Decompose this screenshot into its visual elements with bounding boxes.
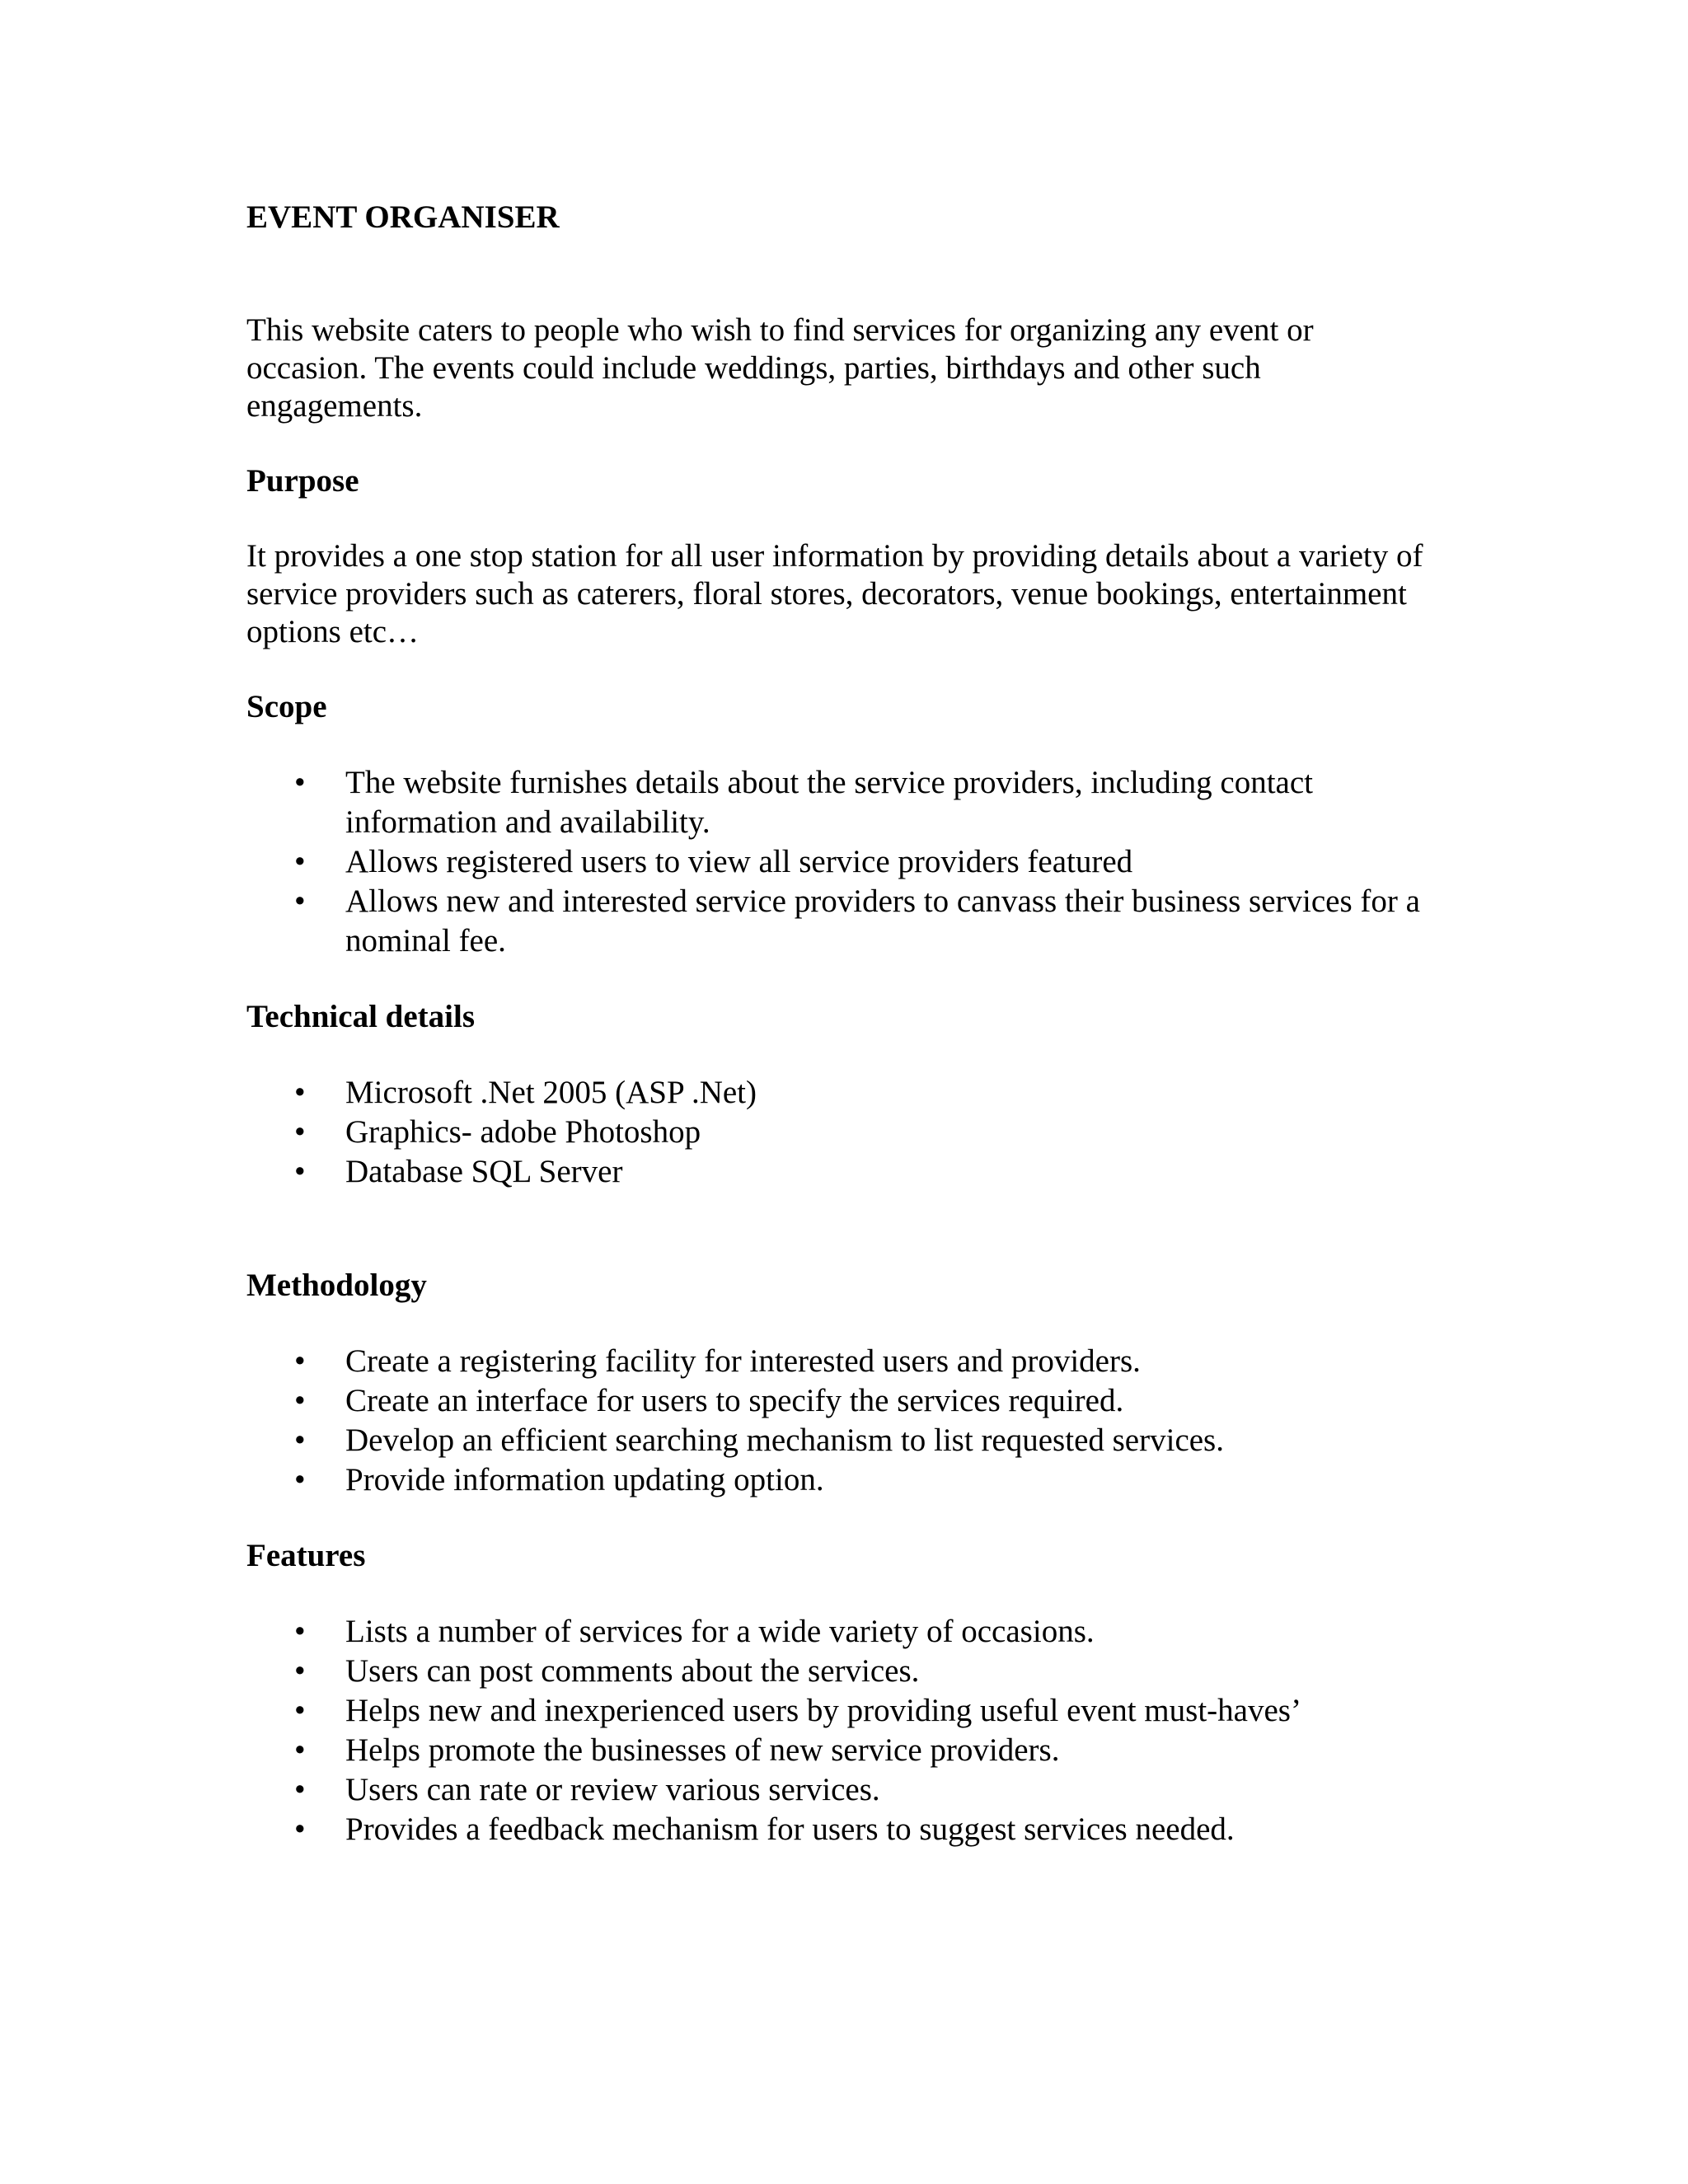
list-item-text: Provides a feedback mechanism for users to suggest services needed.: [345, 1811, 1235, 1847]
purpose-paragraph: It provides a one stop station for all user information by providing details about a variety of service providers such as caterers, floral stores, decorators, venue bookings, entertainment options etc…: [246, 538, 1423, 649]
methodology-list: [246, 1342, 1450, 1500]
list-item: [246, 763, 1450, 842]
list-item: [246, 1652, 1450, 1691]
intro-paragraph: This website caters to people who wish to find services for organizing any event or occasion. The events could include weddings, parties, birthdays and other such engagements.: [246, 312, 1314, 424]
list-item: [246, 1073, 1450, 1113]
list-item-text: Microsoft .Net 2005 (ASP .Net): [345, 1075, 757, 1110]
list-item: [246, 1381, 1450, 1421]
list-item: [246, 1691, 1450, 1731]
list-item: [246, 1342, 1450, 1381]
bullet-icon: •: [294, 1732, 306, 1768]
list-item: [246, 1731, 1450, 1770]
features-list: [246, 1612, 1450, 1849]
bullet-icon: •: [294, 1772, 306, 1807]
bullet-icon: •: [294, 765, 306, 800]
bullet-icon: •: [294, 1653, 306, 1689]
bullet-icon: •: [294, 1811, 306, 1847]
list-item: [246, 1612, 1450, 1652]
bullet-icon: •: [294, 1383, 306, 1418]
document-page: [246, 198, 1450, 1849]
list-item: [246, 1152, 1450, 1192]
list-item: [246, 842, 1450, 882]
bullet-icon: •: [294, 1075, 306, 1110]
list-item-text: Database SQL Server: [345, 1154, 623, 1189]
bullet-icon: •: [294, 1343, 306, 1379]
list-item-text: Users can rate or review various services.: [345, 1772, 880, 1807]
purpose-heading: Purpose: [246, 463, 359, 499]
list-item-text: Lists a number of services for a wide variety of occasions.: [345, 1614, 1095, 1649]
bullet-icon: •: [294, 1693, 306, 1728]
bullet-icon: •: [294, 883, 306, 919]
scope-list: [246, 763, 1450, 961]
list-item-text: Allows new and interested service providers to canvass their business services for a nominal fee.: [345, 883, 1420, 958]
list-item: [246, 1460, 1450, 1500]
bullet-icon: •: [294, 1422, 306, 1458]
list-item-text: Graphics- adobe Photoshop: [345, 1114, 701, 1150]
list-item: [246, 1421, 1450, 1460]
technical-list: [246, 1073, 1450, 1192]
list-item-text: The website furnishes details about the service providers, including contact information and availability.: [345, 765, 1313, 840]
list-item-text: Provide information updating option.: [345, 1462, 824, 1497]
bullet-icon: •: [294, 1114, 306, 1150]
technical-heading: Technical details: [246, 999, 475, 1034]
bullet-icon: •: [294, 1154, 306, 1189]
list-item-text: Allows registered users to view all service providers featured: [345, 844, 1133, 879]
list-item-text: Create a registering facility for interested users and providers.: [345, 1343, 1141, 1379]
list-item: [246, 1770, 1450, 1810]
list-item-text: Create an interface for users to specify the services required.: [345, 1383, 1124, 1418]
list-item-text: Develop an efficient searching mechanism to list requested services.: [345, 1422, 1224, 1458]
scope-heading: Scope: [246, 689, 327, 724]
list-item-text: Users can post comments about the services.: [345, 1653, 920, 1689]
list-item-text: Helps promote the businesses of new service providers.: [345, 1732, 1060, 1768]
bullet-icon: •: [294, 1462, 306, 1497]
list-item: [246, 882, 1450, 961]
methodology-heading: Methodology: [246, 1268, 427, 1303]
list-item: [246, 1113, 1450, 1152]
bullet-icon: •: [294, 1614, 306, 1649]
bullet-icon: •: [294, 844, 306, 879]
document-title: EVENT ORGANISER: [246, 199, 560, 235]
list-item: [246, 1810, 1450, 1849]
features-heading: Features: [246, 1538, 366, 1573]
list-item-text: Helps new and inexperienced users by providing useful event must-haves’: [345, 1693, 1301, 1728]
